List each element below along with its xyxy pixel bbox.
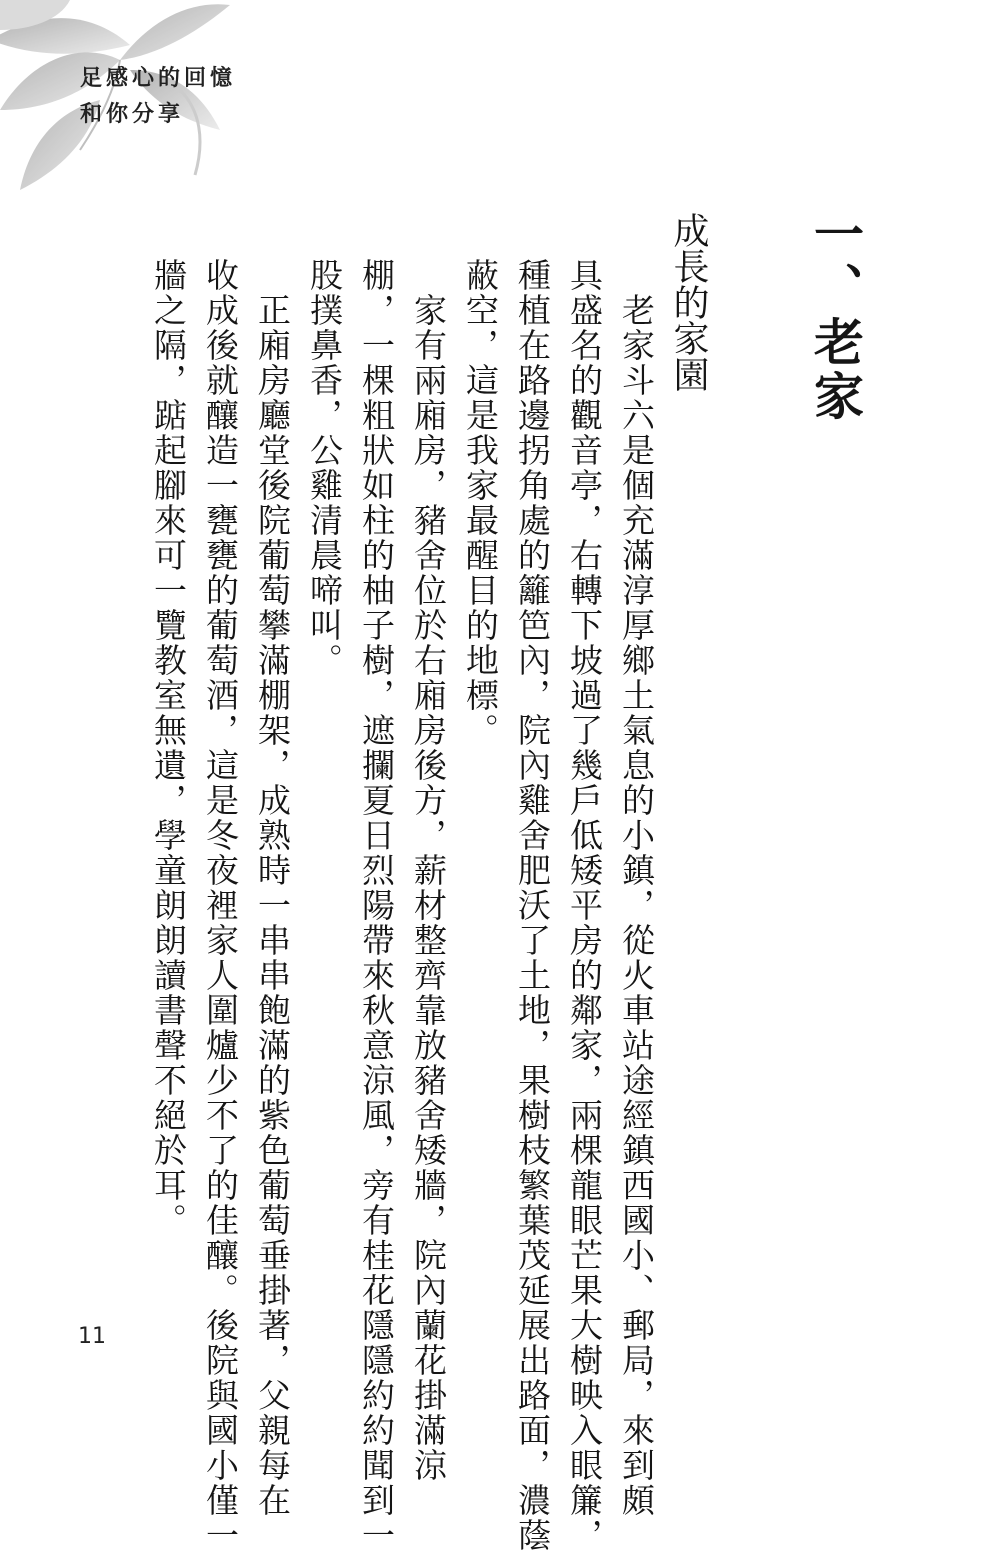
series-title-line-2: 和你分享 [80, 101, 185, 127]
body-column-10: 牆之隔，踮起腳來可一覽教室無遺，學童朗朗讀書聲不絕於耳。 [149, 258, 188, 1238]
chapter-title: 一、老家 [806, 208, 864, 424]
body-column-9: 收成後就釀造一甕甕的葡萄酒，這是冬夜裡家人圍爐少不了的佳釀。後院與國小僅一 [201, 258, 240, 1553]
body-column-3: 種植在路邊拐角處的籬笆內，院內雞舍肥沃了土地，果樹枝繁葉茂延展出路面，濃蔭 [513, 258, 552, 1553]
body-column-4: 蔽空，這是我家最醒目的地標。 [461, 258, 500, 748]
body-column-7: 股撲鼻香，公雞清晨啼叫。 [305, 258, 344, 678]
body-column-8: 正廂房廳堂後院葡萄攀滿棚架，成熟時一串串飽滿的紫色葡萄垂掛著，父親每在 [253, 258, 292, 1518]
body-column-2: 具盛名的觀音亭，右轉下坡過了幾戶低矮平房的鄰家，兩棵龍眼芒果大樹映入眼簾， [565, 258, 604, 1553]
section-title: 成長的家園 [668, 212, 709, 392]
body-column-6: 棚，一棵粗狀如柱的柚子樹，遮攔夏日烈陽帶來秋意涼風，旁有桂花隱隱約約聞到一 [357, 258, 396, 1553]
series-title-line-1: 足感心的回憶 [80, 65, 237, 91]
series-title [80, 60, 236, 132]
body-column-5: 家有兩廂房，豬舍位於右廂房後方，薪材整齊靠放豬舍矮牆，院內蘭花掛滿涼 [409, 258, 448, 1483]
page-number: 11 [78, 1324, 106, 1349]
body-column-1: 老家斗六是個充滿淳厚鄉土氣息的小鎮，從火車站途經鎮西國小、郵局，來到頗 [617, 258, 656, 1518]
